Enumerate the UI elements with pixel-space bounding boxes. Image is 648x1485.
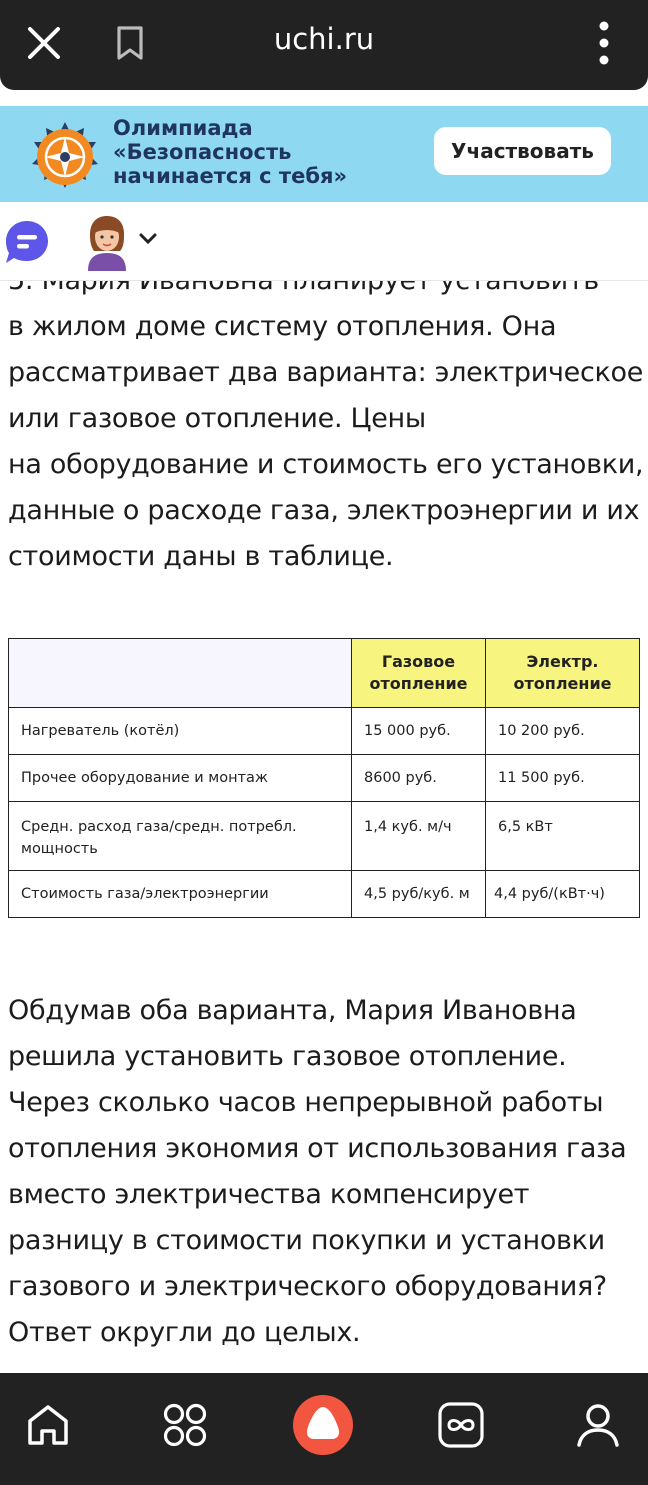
task-question-line: решила установить газовое отопление.	[8, 1041, 567, 1072]
assistant-icon	[292, 1394, 354, 1456]
nav-home[interactable]	[16, 1393, 80, 1457]
task-question-line: разницу в стоимости покупки и установки	[8, 1225, 605, 1256]
safety-emblem-icon	[30, 120, 100, 190]
table-cell: 6,5 кВт	[486, 802, 640, 871]
chevron-down-icon[interactable]	[138, 232, 158, 246]
task-question-line: Через сколько часов непрерывной работы	[8, 1087, 604, 1118]
table-cell: 1,4 куб. м/ч	[352, 802, 486, 871]
table-cell: 4,5 руб/куб. м	[352, 871, 486, 918]
task-intro-line: данные о расходе газа, электроэнергии и их	[8, 495, 640, 526]
table-row	[9, 755, 640, 802]
apps-grid-icon	[161, 1401, 209, 1449]
olympiad-banner[interactable]	[0, 106, 648, 202]
task-question-line: вместо электричества компенсирует	[8, 1179, 530, 1210]
table-cell: 15 000 руб.	[352, 708, 486, 755]
task-question-line: газового и электрического оборудования?	[8, 1271, 607, 1302]
table-header-row	[9, 639, 640, 708]
nav-infinity[interactable]	[429, 1393, 493, 1457]
nav-apps[interactable]	[153, 1393, 217, 1457]
browser-toolbar	[0, 0, 648, 90]
nav-profile[interactable]	[566, 1393, 630, 1457]
table-row	[9, 708, 640, 755]
infinity-icon	[437, 1401, 485, 1449]
banner-title-line: начинается с тебя»	[113, 164, 348, 188]
profile-icon	[574, 1401, 622, 1449]
table-header-cell: Электр. отопление	[486, 639, 640, 708]
table-cell: Стоимость газа/электроэнергии	[9, 871, 352, 918]
banner-title-line: Олимпиада	[113, 116, 253, 140]
price-table	[8, 638, 640, 918]
task-question-line: Обдумав оба варианта, Мария Ивановна	[8, 995, 577, 1026]
task-intro-line: стоимости даны в таблице.	[8, 541, 394, 572]
home-icon	[24, 1401, 72, 1449]
table-cell: 10 200 руб.	[486, 708, 640, 755]
table-row	[9, 871, 640, 918]
table-cell: 8600 руб.	[352, 755, 486, 802]
chat-icon[interactable]	[4, 219, 50, 265]
participate-button[interactable]: Участвовать	[434, 127, 611, 175]
banner-title	[113, 116, 347, 188]
table-header-cell: Газовое отопление	[352, 639, 486, 708]
task-intro-line: рассматривает два варианта: электрическое	[8, 357, 644, 388]
task-intro-line: или газовое отопление. Цены	[8, 403, 426, 434]
avatar[interactable]	[82, 213, 132, 271]
table-row	[9, 802, 640, 871]
table-cell: Прочее оборудование и монтаж	[9, 755, 352, 802]
nav-assistant[interactable]	[291, 1393, 355, 1457]
task-content	[0, 258, 648, 1373]
task-intro	[8, 258, 643, 580]
table-cell: Нагреватель (котёл)	[9, 708, 352, 755]
banner-title-line: «Безопасность	[113, 140, 292, 164]
kebab-menu-icon	[598, 21, 610, 65]
browser-menu-button[interactable]	[574, 14, 634, 72]
task-intro-line: на оборудование и стоимость его установки,	[8, 449, 644, 480]
table-cell: 11 500 руб.	[486, 755, 640, 802]
table-cell: Средн. расход газа/средн. потребл. мощность	[9, 802, 352, 871]
task-question-line: отопления экономия от использования газа	[8, 1133, 627, 1164]
table-cell: 4,4 руб/(кВт·ч)	[486, 871, 640, 918]
site-toolbar	[0, 202, 648, 281]
task-intro-line: в жилом доме систему отопления. Она	[8, 311, 557, 342]
browser-top-bar	[0, 0, 648, 106]
table-header-cell	[9, 639, 352, 708]
task-question-line: Ответ округли до целых.	[8, 1317, 361, 1348]
address-bar-url[interactable]: uchi.ru	[273, 22, 375, 56]
task-question	[8, 988, 626, 1356]
bottom-navigation	[0, 1373, 648, 1485]
